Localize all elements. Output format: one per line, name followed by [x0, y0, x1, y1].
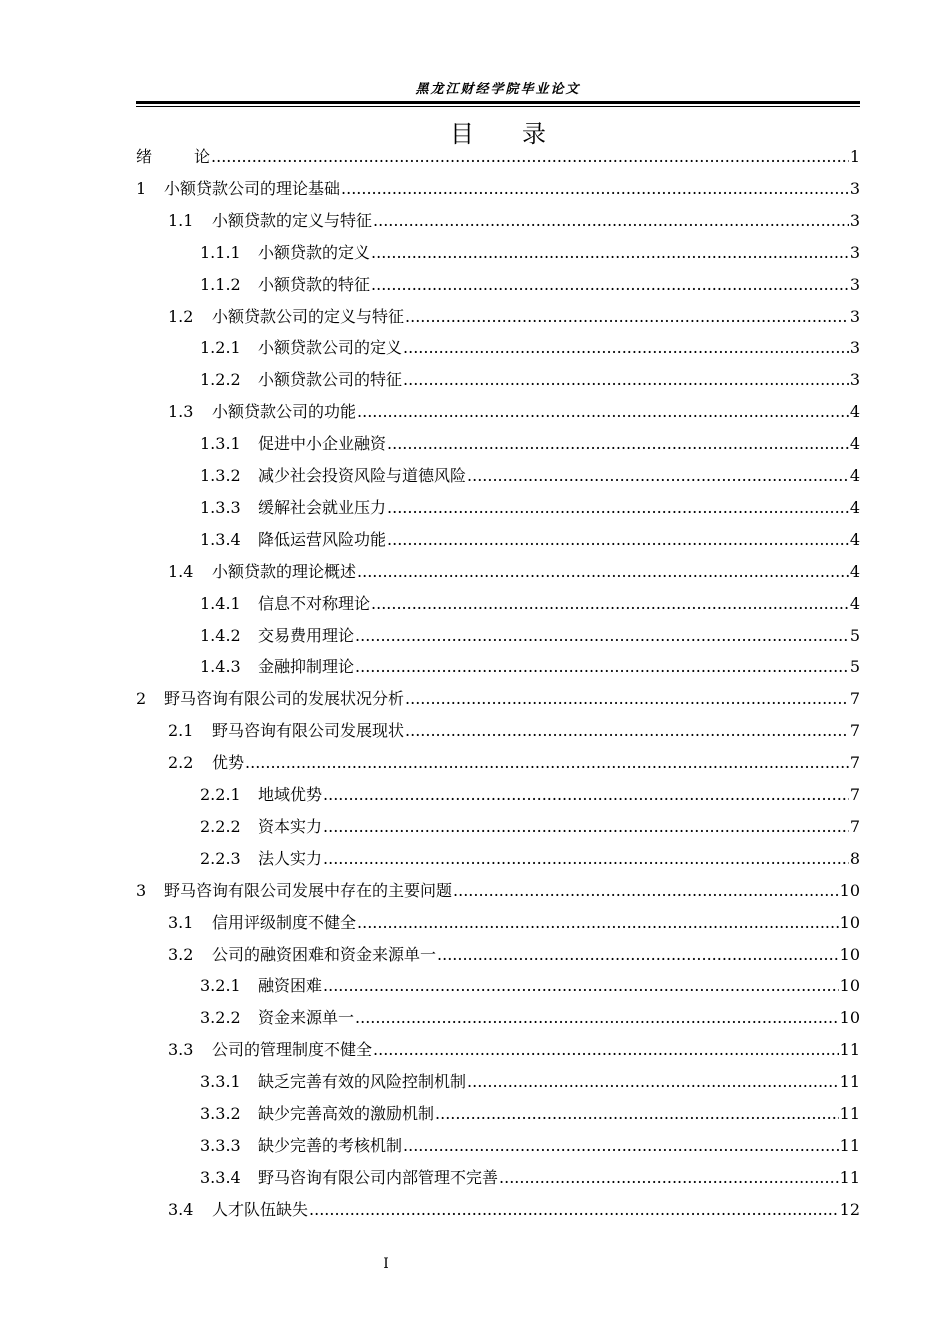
toc-entry-title: 野马咨询有限公司内部管理不完善	[258, 1167, 499, 1187]
toc-entry[interactable]	[200, 460, 860, 492]
toc-dot-leader	[403, 364, 849, 396]
toc-entry[interactable]	[168, 1034, 860, 1066]
toc-entry-page: 11	[839, 1072, 860, 1092]
toc-entry[interactable]	[168, 747, 860, 779]
toc-dot-leader	[435, 1098, 839, 1130]
toc-dot-leader	[323, 811, 849, 843]
toc-entry-title: 缺少完善高效的激励机制	[258, 1104, 435, 1123]
toc-dot-leader	[355, 620, 849, 652]
toc-entry[interactable]	[168, 939, 860, 971]
toc-entry-title: 小额贷款公司的特征	[258, 370, 403, 390]
toc-entry[interactable]	[200, 811, 860, 843]
toc-entry-number: 2.2	[168, 753, 194, 773]
toc-dot-leader	[323, 843, 849, 875]
toc-entry-number: 1.2	[168, 306, 194, 326]
toc-entry-page: 10	[839, 880, 860, 900]
toc-entry[interactable]	[200, 524, 860, 556]
toc-entry-number: 3.3.4	[200, 1167, 241, 1187]
toc-entry-title: 小额贷款的特征	[258, 274, 371, 294]
toc-entry-page: 3	[849, 370, 860, 390]
toc-entry-page: 7	[849, 689, 860, 709]
toc-entry-number: 1.1.1	[200, 242, 241, 262]
toc-entry-title: 公司的融资困难和资金来源单一	[212, 944, 437, 964]
toc-dot-leader	[453, 875, 839, 907]
toc-entry-number: 1.3.3	[200, 497, 241, 517]
toc-entry-page: 4	[849, 466, 860, 485]
toc-dot-leader	[467, 1066, 839, 1098]
toc-entry-title: 减少社会投资风险与道德风险	[258, 466, 467, 485]
toc-entry[interactable]	[136, 141, 860, 173]
toc-entry[interactable]	[200, 364, 860, 396]
toc-entry-title: 融资困难	[258, 976, 323, 996]
toc-entry[interactable]	[200, 492, 860, 524]
toc-entry-page: 10	[839, 976, 860, 996]
toc-entry-page: 12	[839, 1199, 860, 1219]
toc-entry[interactable]	[168, 907, 860, 939]
toc-entry-title: 交易费用理论	[258, 625, 355, 645]
header-rule-thin	[136, 106, 860, 107]
toc-entry[interactable]	[200, 1098, 860, 1130]
toc-entry-number: 1.4.1	[200, 593, 241, 613]
toc-entry[interactable]	[200, 651, 860, 683]
toc-entry[interactable]	[168, 301, 860, 333]
toc-entry-number: 1.4.2	[200, 625, 241, 645]
toc-entry-number: 绪	[136, 147, 153, 166]
toc-entry-page: 10	[839, 944, 860, 964]
toc-dot-leader	[371, 588, 849, 620]
toc-dot-leader	[405, 683, 849, 715]
running-header: 黑龙江财经学院毕业论文	[415, 82, 581, 97]
toc-entry-page: 8	[849, 848, 860, 868]
toc-entry[interactable]	[200, 588, 860, 620]
toc-entry-number: 3.3.1	[200, 1072, 241, 1092]
toc-dot-leader	[371, 269, 849, 301]
toc-entry-number: 1.3	[168, 402, 194, 422]
toc-entry-title: 资本实力	[258, 816, 323, 836]
toc-entry-page: 7	[849, 785, 860, 804]
toc-entry[interactable]	[136, 875, 860, 907]
toc-title-char-1: 目	[450, 120, 474, 148]
toc-dot-leader	[357, 907, 839, 939]
toc-entry-page: 7	[849, 753, 860, 773]
toc-dot-leader	[371, 237, 849, 269]
toc-dot-leader	[309, 1194, 839, 1226]
toc-entry-number: 3.3	[168, 1040, 194, 1060]
toc-dot-leader	[357, 556, 849, 588]
toc-entry-page: 10	[839, 912, 860, 932]
toc-entry[interactable]	[200, 779, 860, 811]
toc-dot-leader	[387, 428, 849, 460]
toc-entry[interactable]	[200, 1162, 860, 1194]
toc-entry[interactable]	[200, 237, 860, 269]
toc-entry-number: 1.2.1	[200, 338, 241, 358]
toc-dot-leader	[323, 779, 849, 811]
toc-entry-page: 5	[849, 625, 860, 645]
toc-entry-number: 2	[136, 689, 147, 709]
toc-dot-leader	[405, 715, 849, 747]
toc-entry-title: 人才队伍缺失	[212, 1199, 309, 1219]
toc-entry-title: 缺少完善的考核机制	[258, 1135, 403, 1155]
toc-entry-number: 1.1	[168, 210, 194, 230]
toc-dot-leader	[403, 1130, 839, 1162]
toc-entry-number: 1.1.2	[200, 274, 241, 294]
toc-entry-page: 4	[849, 402, 860, 422]
toc-entry-number: 3.2.1	[200, 976, 241, 996]
toc-entry-number: 1.4	[168, 561, 194, 581]
toc-dot-leader	[323, 970, 839, 1002]
toc-entry-title: 优势	[212, 753, 245, 773]
toc-dot-leader	[467, 460, 849, 492]
toc-entry-number: 2.1	[168, 721, 194, 741]
toc-dot-leader	[373, 205, 849, 237]
toc-entry[interactable]	[200, 620, 860, 652]
toc-entry-page: 4	[849, 593, 860, 613]
toc-entry-page: 3	[849, 338, 860, 358]
page-number: I	[383, 1256, 389, 1272]
toc-entry-number: 2.2.3	[200, 848, 241, 868]
toc-entry-number: 2.2.1	[200, 785, 241, 804]
toc-entry[interactable]	[168, 396, 860, 428]
toc-entry-page: 7	[849, 816, 860, 836]
toc-entry-number: 3.3.3	[200, 1135, 241, 1155]
toc-entry[interactable]	[136, 173, 860, 205]
toc-entry-title: 金融抑制理论	[258, 657, 355, 677]
toc-dot-leader	[355, 651, 849, 683]
toc-entry-page: 3	[849, 274, 860, 294]
toc-dot-leader	[499, 1162, 839, 1194]
toc-entry-page: 4	[849, 529, 860, 549]
toc-entry-title: 小额贷款公司的功能	[212, 402, 357, 422]
toc-entry[interactable]	[168, 205, 860, 237]
toc-entry-title: 小额贷款公司的定义	[258, 338, 403, 358]
toc-dot-leader	[403, 332, 849, 364]
toc-entry-title: 小额贷款的定义与特征	[212, 210, 373, 230]
toc-entry-title: 野马咨询有限公司发展中存在的主要问题	[164, 880, 453, 900]
toc-entry-page: 11	[839, 1040, 860, 1060]
toc-entry[interactable]	[168, 556, 860, 588]
toc-entry-number: 3	[136, 880, 147, 900]
toc-entry-page: 1	[849, 147, 860, 166]
toc-entry-title: 缓解社会就业压力	[258, 497, 387, 517]
toc-dot-leader	[387, 492, 849, 524]
header-rule-thick	[136, 101, 860, 104]
toc-entry-number: 3.2.2	[200, 1008, 241, 1028]
toc-entry[interactable]	[200, 970, 860, 1002]
toc-entry-page: 3	[849, 306, 860, 326]
toc-entry-title: 小额贷款公司的定义与特征	[212, 306, 405, 326]
toc-entry-page: 11	[839, 1104, 860, 1123]
toc-entry-number: 1.4.3	[200, 657, 241, 677]
toc-entry-title: 小额贷款的理论概述	[212, 561, 357, 581]
toc-entry-number: 1	[136, 178, 147, 198]
toc-entry-page: 4	[849, 497, 860, 517]
toc-entry[interactable]	[200, 1066, 860, 1098]
toc-entry-title: 小额贷款公司的理论基础	[164, 178, 341, 198]
toc-entry-number: 3.2	[168, 944, 194, 964]
toc-dot-leader	[357, 396, 849, 428]
toc-entry-title: 信息不对称理论	[258, 593, 371, 613]
toc-dot-leader	[245, 747, 849, 779]
toc-title-char-2: 录	[522, 120, 546, 148]
toc-entry[interactable]	[200, 1130, 860, 1162]
toc-entry-page: 3	[849, 178, 860, 198]
toc-entry-title: 信用评级制度不健全	[212, 912, 357, 932]
toc-dot-leader	[341, 173, 849, 205]
toc-entry-page: 11	[839, 1167, 860, 1187]
toc-entry-title: 缺乏完善有效的风险控制机制	[258, 1072, 467, 1092]
toc-entry-title: 野马咨询有限公司发展现状	[212, 721, 405, 741]
toc-entry-page: 11	[839, 1135, 860, 1155]
toc-entry-number: 1.3.1	[200, 434, 241, 454]
toc-entry-number: 3.1	[168, 912, 194, 932]
toc-entry-number: 3.3.2	[200, 1104, 241, 1123]
toc-entry-title: 论	[194, 147, 211, 166]
toc-entry-page: 4	[849, 561, 860, 581]
toc-entry-page: 5	[849, 657, 860, 677]
toc-entry-number: 3.4	[168, 1199, 194, 1219]
toc-entry[interactable]	[200, 269, 860, 301]
toc-entry[interactable]	[168, 1194, 860, 1226]
toc-dot-leader	[211, 141, 849, 173]
toc-entry-page: 7	[849, 721, 860, 741]
toc-dot-leader	[437, 939, 839, 971]
toc-entry-number: 1.3.4	[200, 529, 241, 549]
toc-entry-title: 公司的管理制度不健全	[212, 1040, 373, 1060]
toc-entry-number: 1.2.2	[200, 370, 241, 390]
toc-dot-leader	[373, 1034, 839, 1066]
toc-entry[interactable]	[136, 683, 860, 715]
toc-entry-number: 2.2.2	[200, 816, 241, 836]
toc-entry-page: 3	[849, 210, 860, 230]
toc-entry[interactable]	[168, 715, 860, 747]
toc-entry-title: 法人实力	[258, 848, 323, 868]
toc-dot-leader	[405, 301, 849, 333]
toc-entry-page: 4	[849, 434, 860, 454]
toc-entry[interactable]	[200, 1002, 860, 1034]
toc-entry-page: 10	[839, 1008, 860, 1028]
toc-entry-title: 资金来源单一	[258, 1008, 355, 1028]
toc-entry-title: 降低运营风险功能	[258, 529, 387, 549]
toc-entry-number: 1.3.2	[200, 466, 241, 485]
toc-dot-leader	[355, 1002, 839, 1034]
toc-entry-title: 小额贷款的定义	[258, 242, 371, 262]
toc-entry[interactable]	[200, 843, 860, 875]
toc-entry-title: 野马咨询有限公司的发展状况分析	[164, 689, 405, 709]
toc-entry-title: 地域优势	[258, 785, 323, 804]
toc-entry[interactable]	[200, 428, 860, 460]
toc-entry-title: 促进中小企业融资	[258, 434, 387, 454]
toc-dot-leader	[387, 524, 849, 556]
toc-entry[interactable]	[200, 332, 860, 364]
toc-entry-page: 3	[849, 242, 860, 262]
